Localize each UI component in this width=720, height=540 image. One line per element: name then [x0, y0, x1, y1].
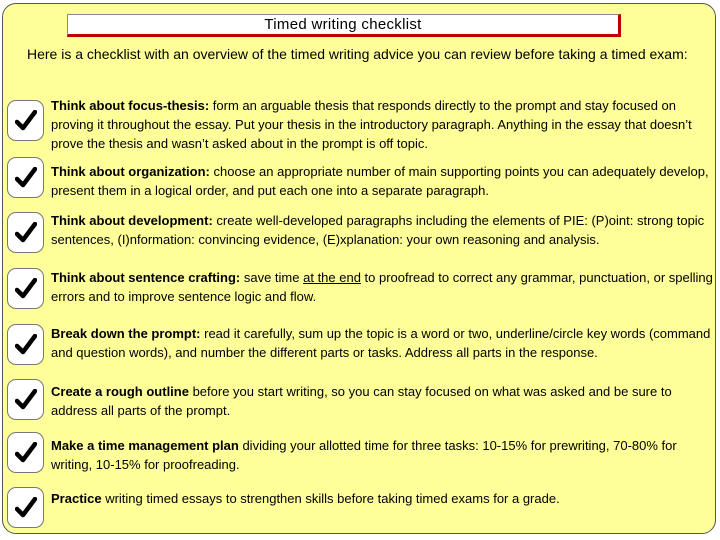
item-body-continued: to proofread to correct any grammar, punctuation, or spelling errors and to improve sentence logic and flow.	[51, 270, 713, 304]
item-heading: Create a rough outline	[51, 384, 189, 399]
checkmark-icon	[15, 389, 37, 411]
item-body: writing timed essays to strengthen skills before taking timed exams for a grade.	[101, 491, 560, 506]
checkmark-icon	[15, 167, 37, 189]
checklist-item-text	[51, 382, 713, 420]
checklist-item-text	[51, 489, 713, 508]
checkbox	[7, 157, 44, 198]
item-heading: Think about development:	[51, 213, 213, 228]
checklist-item-text	[51, 96, 713, 153]
item-body: save time	[240, 270, 304, 285]
item-heading: Think about organization:	[51, 164, 210, 179]
checkmark-icon	[15, 334, 37, 356]
item-heading: Break down the prompt:	[51, 326, 201, 341]
checkmark-icon	[15, 497, 37, 519]
checklist-item-text	[51, 324, 713, 362]
checkbox	[7, 432, 44, 473]
checkmark-icon	[15, 110, 37, 132]
checklist-item-text	[51, 211, 713, 249]
checkbox	[7, 100, 44, 141]
checkbox	[7, 487, 44, 528]
checkbox	[7, 268, 44, 309]
checkmark-icon	[15, 222, 37, 244]
item-heading: Make a time management plan	[51, 438, 239, 453]
item-body: before you start writing, so you can stay focused on what was asked and be sure to address all parts of the prompt.	[51, 384, 672, 418]
item-heading: Think about sentence crafting:	[51, 270, 241, 285]
item-body: form an arguable thesis that responds directly to the prompt and stay focused on proving it throughout the essay. Put your thesis in the introductory paragraph. Anything in the essay that doesn’t prove the thesis and wasn’t asked about in the prompt is off topic.	[51, 98, 692, 151]
item-heading: Practice	[51, 491, 102, 506]
checkbox	[7, 379, 44, 420]
checklist-item-text	[51, 268, 713, 306]
page-title: Timed writing checklist	[67, 14, 621, 37]
checklist-item-text	[51, 436, 713, 474]
item-heading: Think about focus-thesis:	[51, 98, 210, 113]
underlined-phrase: at the end	[303, 270, 361, 285]
checkbox	[7, 212, 44, 253]
item-body: dividing your allotted time for three tasks: 10-15% for prewriting, 70-80% for writing, 10-15% for proofreading.	[51, 438, 677, 472]
checklist-item-text	[51, 162, 713, 200]
checkbox	[7, 324, 44, 365]
item-body: choose an appropriate number of main supporting points you can adequately develop, present them in a logical order, and put each one into a separate paragraph.	[51, 164, 709, 198]
checkmark-icon	[15, 442, 37, 464]
checkmark-icon	[15, 278, 37, 300]
item-body: create well-developed paragraphs including the elements of PIE: (P)oint: strong topic sentences, (I)nformation: convincing evidence, (E)xplanation: your own reasoning and analysis.	[51, 213, 705, 247]
item-body: read it carefully, sum up the topic is a word or two, underline/circle key words (command and question words), and number the different parts or tasks. Address all parts in the response.	[51, 326, 711, 360]
intro-text: Here is a checklist with an overview of the timed writing advice you can review before taking a timed exam:	[27, 46, 688, 62]
checklist-slide	[2, 3, 716, 534]
